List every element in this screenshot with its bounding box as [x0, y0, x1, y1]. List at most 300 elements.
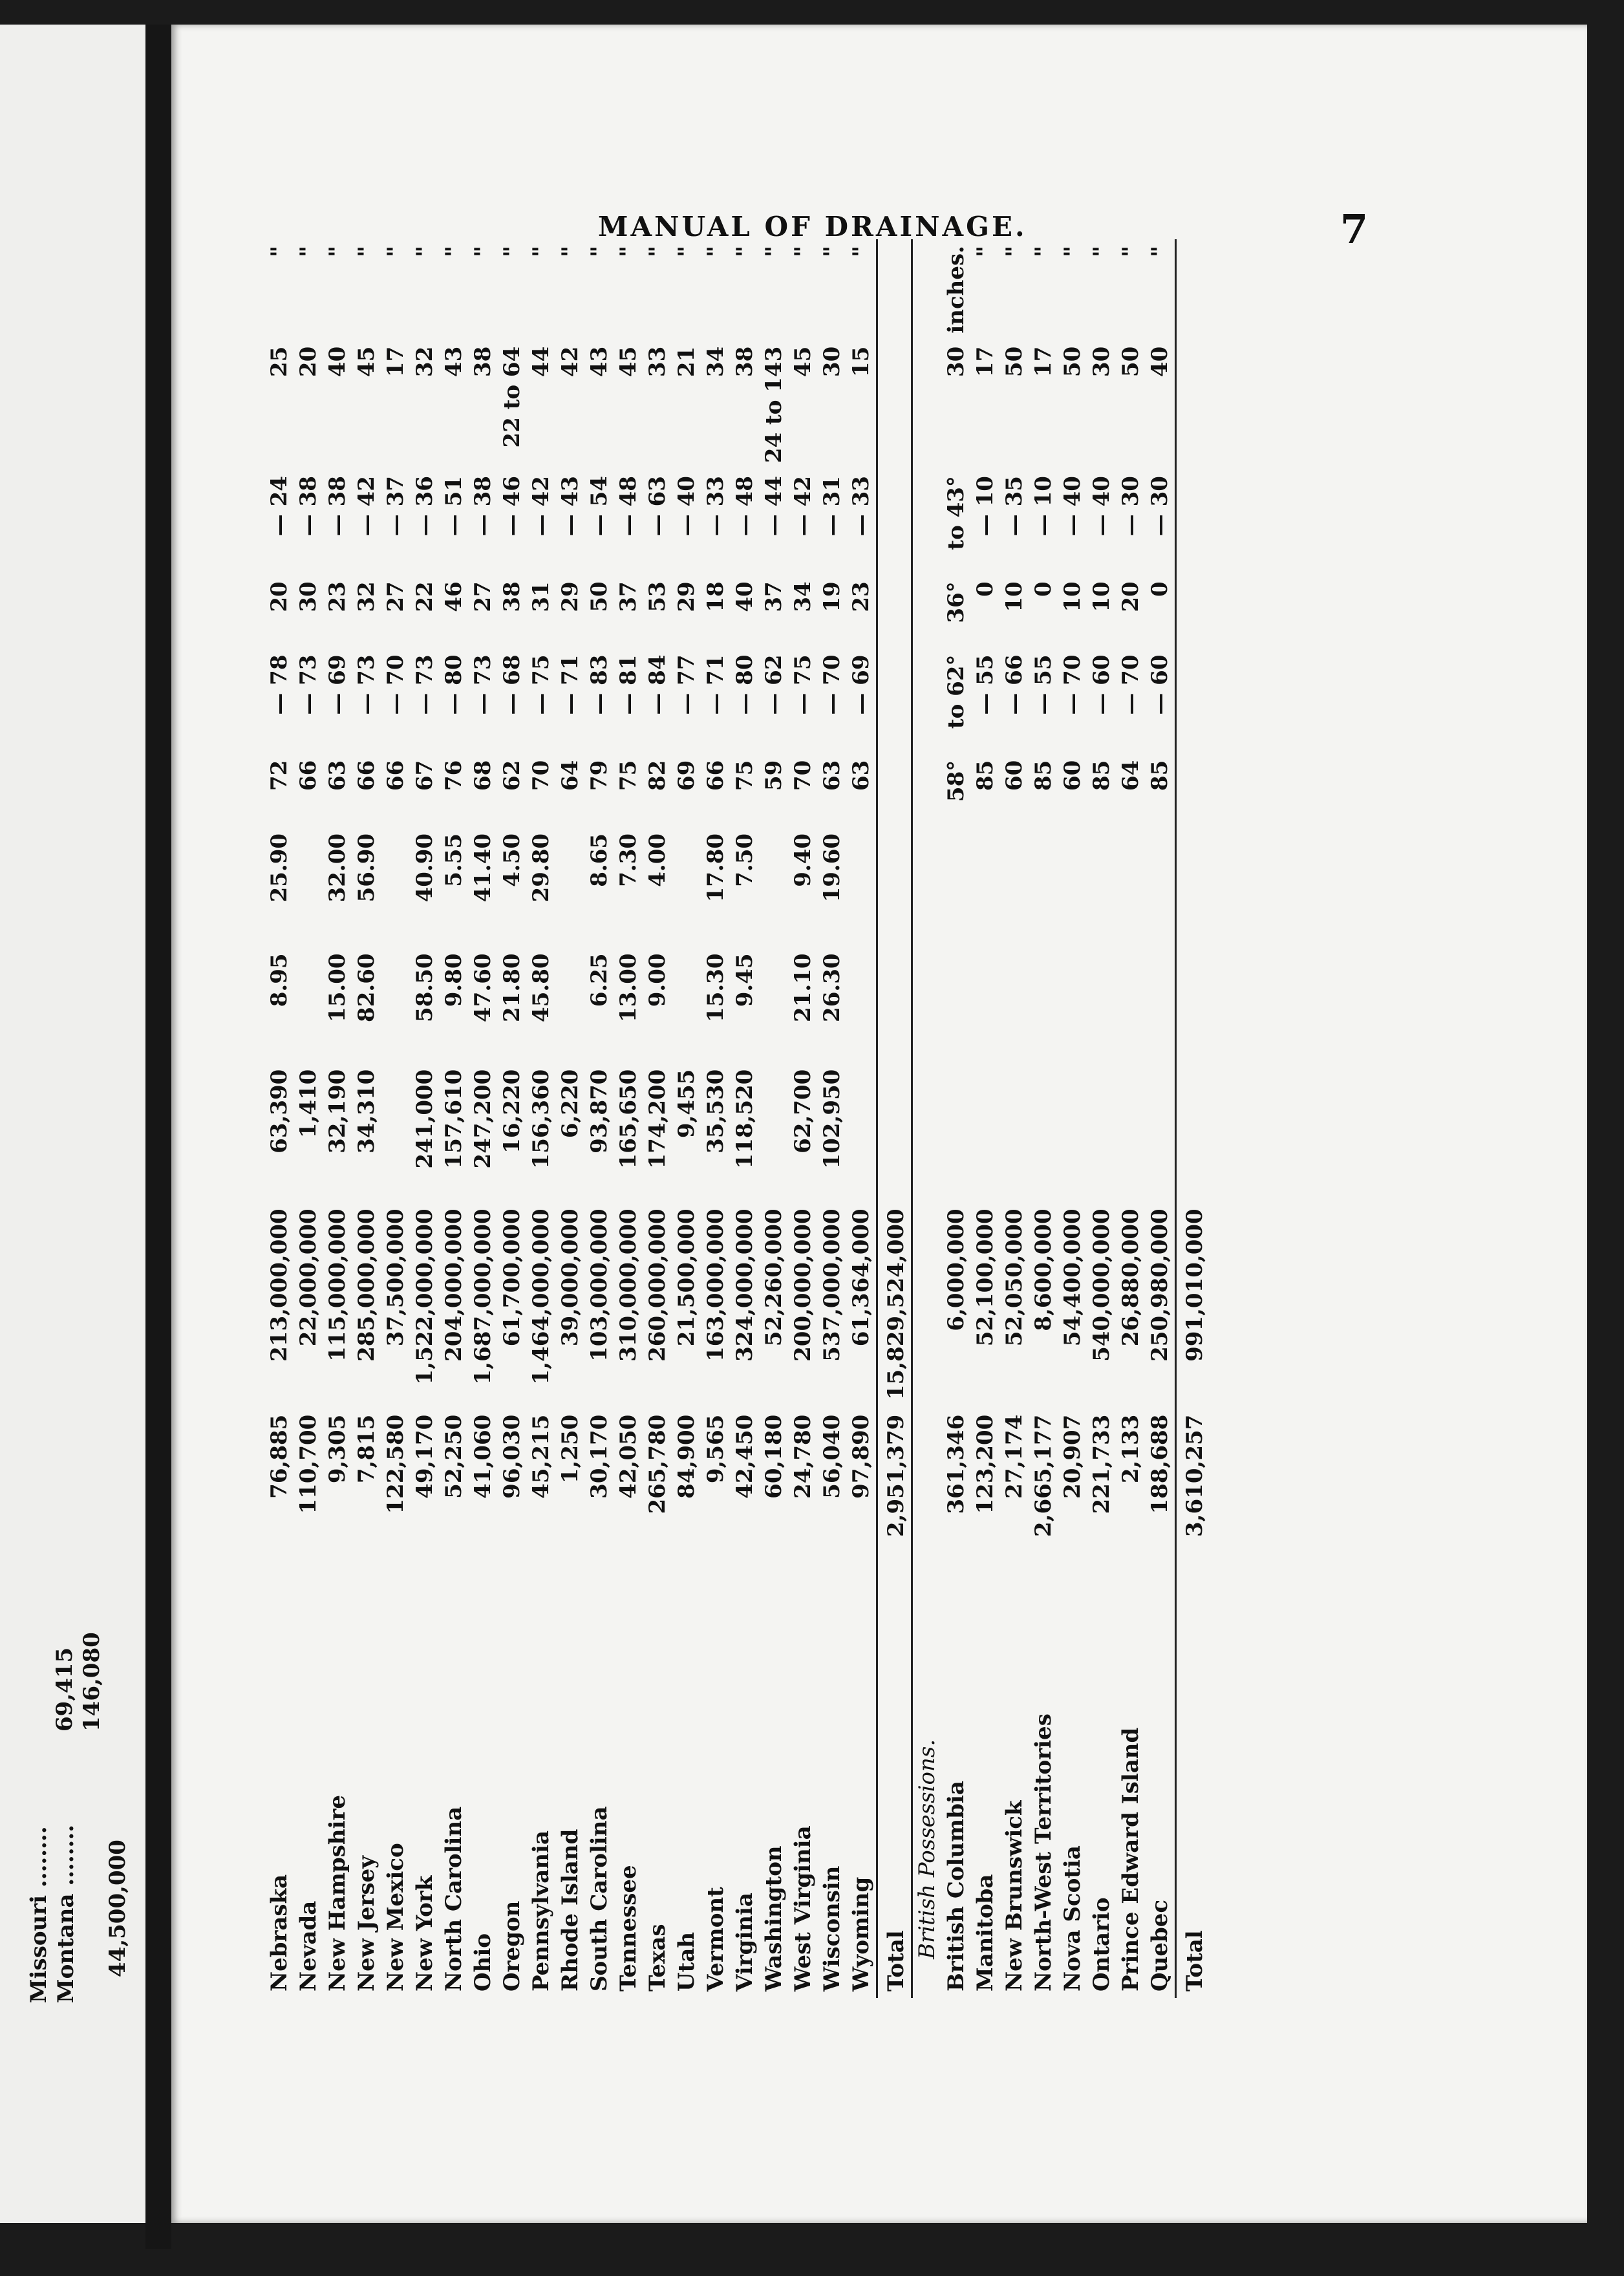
- cell-c10: 17: [383, 346, 409, 378]
- cell-c2: 1,522,000,000: [412, 1208, 438, 1385]
- cell-c2: 52,260,000: [761, 1208, 787, 1347]
- cell-c11: ": [528, 246, 554, 257]
- row-name: Virginia: [732, 1893, 758, 1992]
- row-name: Total: [877, 1573, 912, 1998]
- cell-c5: 4.50: [499, 833, 525, 887]
- table-row: [1087, 239, 1116, 1998]
- cell-c5: 32.00: [325, 833, 350, 903]
- cell-c2: 61,364,000: [848, 1208, 874, 1347]
- cell-c8: 23: [848, 581, 874, 612]
- table-row: [440, 239, 469, 1998]
- cell-c8: 29: [674, 581, 700, 612]
- row-name: Manitoba: [972, 1874, 998, 1992]
- cell-c7: [877, 649, 912, 754]
- cell-c10: 43: [441, 346, 467, 378]
- cell-c4: 21.80: [499, 953, 525, 1022]
- cell-c9: — 35: [1001, 476, 1027, 537]
- cell-c2: 260,000,000: [645, 1208, 670, 1362]
- cell-c9: — 42: [790, 476, 816, 537]
- cell-c5: 56.90: [354, 833, 379, 903]
- cell-c9: — 10: [1031, 476, 1056, 537]
- cell-c9: — 30: [1118, 476, 1144, 537]
- cell-c1: 42,050: [615, 1414, 641, 1499]
- cell-c3: [971, 1063, 1000, 1203]
- cell-c6: 68: [470, 760, 496, 791]
- cell-c9: — 33: [703, 476, 729, 537]
- cell-c9: — 48: [732, 476, 758, 537]
- cell-c4: 82.60: [354, 953, 379, 1022]
- cell-c5: [1087, 827, 1116, 947]
- table-row: [818, 239, 847, 1998]
- cell-c3: 174,200: [645, 1069, 670, 1169]
- cell-c6: 60: [1060, 760, 1085, 791]
- cell-c8: 0: [1031, 581, 1056, 597]
- table-row: [294, 239, 323, 1998]
- cell-c1: 221,733: [1089, 1414, 1115, 1514]
- table-row: [527, 239, 556, 1998]
- cell-c10: 38: [470, 346, 496, 378]
- cell-c4: 26.30: [819, 953, 845, 1022]
- cell-c4: [1116, 947, 1146, 1062]
- cell-c11: ": [703, 246, 729, 257]
- cell-c10: [1176, 340, 1210, 469]
- cell-c1: 122,580: [383, 1414, 409, 1514]
- cell-c11: ": [761, 246, 787, 257]
- rotated-table: [265, 239, 1306, 1998]
- cell-c8: 46: [441, 581, 467, 612]
- cell-c1: 3,610,257: [1176, 1408, 1210, 1573]
- row-name: Rhode Island: [557, 1829, 583, 1992]
- cell-c3: 102,950: [819, 1069, 845, 1169]
- cell-c10: 40: [1147, 346, 1173, 378]
- cell-c6: 85: [972, 760, 998, 791]
- cell-c5: 25.90: [266, 833, 292, 903]
- table-row: [701, 239, 731, 1998]
- table-row: [672, 239, 701, 1998]
- cell-c11: ": [674, 246, 700, 257]
- cell-c4: 9.45: [732, 953, 758, 1007]
- table-row: [265, 239, 294, 1998]
- cell-c8: 23: [325, 581, 350, 612]
- cell-c4: 13.00: [615, 953, 641, 1022]
- cell-c5: [971, 827, 1000, 947]
- cell-c8: 20: [266, 581, 292, 612]
- cell-c1: 24,780: [790, 1414, 816, 1499]
- table-row: [411, 239, 440, 1998]
- cell-c3: [1000, 1063, 1029, 1203]
- cell-c11: ": [732, 246, 758, 257]
- row-name: British Columbia: [943, 1781, 969, 1992]
- cell-c5: [294, 827, 323, 947]
- cell-c2: 1,464,000,000: [528, 1208, 554, 1385]
- cell-c5: 9.40: [790, 833, 816, 887]
- cell-c4: 8.95: [266, 953, 292, 1007]
- row-name: Wisconsin: [819, 1865, 845, 1992]
- cell-c8: 34: [790, 581, 816, 612]
- row-name: New Mexico: [383, 1843, 409, 1992]
- cell-c2: 8,600,000: [1031, 1208, 1056, 1331]
- cell-c7: — 66: [1001, 654, 1027, 715]
- cell-c7: — 68: [499, 654, 525, 715]
- row-name: Ontario: [1089, 1897, 1115, 1992]
- cell-c1: 45,215: [528, 1414, 554, 1499]
- cell-c1: 42,450: [732, 1414, 758, 1499]
- cell-c1: 2,951,379: [877, 1408, 912, 1573]
- cell-c4: [971, 947, 1000, 1062]
- cell-c1: 7,815: [354, 1414, 379, 1484]
- cell-c3: 156,360: [528, 1069, 554, 1169]
- cell-c2: 39,000,000: [557, 1208, 583, 1347]
- row-name: Vermont: [703, 1887, 729, 1992]
- cell-c4: [1087, 947, 1116, 1062]
- cell-c9: — 40: [1089, 476, 1115, 537]
- cell-c11: ": [819, 246, 845, 257]
- cell-c8: [877, 575, 912, 648]
- cell-c10: [877, 340, 912, 469]
- cell-c11: ": [499, 246, 525, 257]
- cell-c6: 64: [557, 760, 583, 791]
- cell-c3: [1146, 1063, 1176, 1203]
- cell-c6: 79: [586, 760, 612, 791]
- cell-c3: 16,220: [499, 1069, 525, 1154]
- table-row: [381, 239, 411, 1998]
- cell-c4: 45.80: [528, 953, 554, 1022]
- cell-c10: 21: [674, 346, 700, 378]
- cell-c6: 85: [1031, 760, 1056, 791]
- row-name: Nova Scotia: [1060, 1845, 1085, 1992]
- cell-c8: 37: [615, 581, 641, 612]
- total-row: [877, 239, 912, 1998]
- cell-c10: 40: [325, 346, 350, 378]
- cell-c8: [1176, 575, 1210, 648]
- cell-c4: 58.50: [412, 953, 438, 1022]
- cell-c8: 38: [499, 581, 525, 612]
- cell-c7: to 62°: [943, 654, 969, 729]
- cell-c10: 45: [790, 346, 816, 378]
- cell-c4: [556, 947, 585, 1062]
- cell-c8: 0: [972, 581, 998, 597]
- cell-c10: 30: [943, 346, 969, 378]
- cell-c6: 63: [848, 760, 874, 791]
- cell-c4: [1029, 947, 1058, 1062]
- cell-c3: 6,220: [557, 1069, 583, 1139]
- cell-c1: 56,040: [819, 1414, 845, 1499]
- cell-c1: 49,170: [412, 1414, 438, 1499]
- cell-c11: ": [1089, 246, 1115, 257]
- cell-c2: 213,000,000: [266, 1208, 292, 1362]
- cell-c8: 32: [354, 581, 379, 612]
- cell-c6: 60: [1001, 760, 1027, 791]
- cell-c10: 45: [354, 346, 379, 378]
- cell-c11: ": [266, 246, 292, 257]
- cell-c5: [1029, 827, 1058, 947]
- cell-c7: — 73: [354, 654, 379, 715]
- cell-c10: 33: [645, 346, 670, 378]
- cell-c3: 118,520: [732, 1069, 758, 1169]
- cell-c9: to 43°: [943, 476, 969, 550]
- cell-c10: 38: [732, 346, 758, 378]
- row-name: New York: [412, 1875, 438, 1992]
- table-row: [789, 239, 818, 1998]
- cell-c2: 163,000,000: [703, 1208, 729, 1362]
- cell-c5: 4.00: [645, 833, 670, 887]
- cell-c3: 62,700: [790, 1069, 816, 1154]
- cell-c6: 69: [674, 760, 700, 791]
- cell-c2: 61,700,000: [499, 1208, 525, 1347]
- cell-c5: 41.40: [470, 833, 496, 903]
- cell-c1: 30,170: [586, 1414, 612, 1499]
- cell-c10: 43: [586, 346, 612, 378]
- cell-c2: 22,000,000: [295, 1208, 321, 1347]
- cell-c6: 58°: [943, 760, 969, 802]
- cell-c8: 40: [732, 581, 758, 612]
- cell-c11: ": [295, 246, 321, 257]
- cell-c6: [1176, 754, 1210, 827]
- table-row: [971, 239, 1000, 1998]
- table-row: [731, 239, 760, 1998]
- cell-c2: 324,000,000: [732, 1208, 758, 1362]
- cell-c6: 62: [499, 760, 525, 791]
- cell-c9: — 48: [615, 476, 641, 537]
- table-row: [352, 239, 381, 1998]
- cell-c3: [1116, 1063, 1146, 1203]
- cell-c4: 15.30: [703, 953, 729, 1022]
- table-row: [847, 239, 877, 1998]
- row-name: West Virginia: [790, 1825, 816, 1992]
- cell-c10: 20: [295, 346, 321, 378]
- cell-c7: — 73: [470, 654, 496, 715]
- cell-c5: [847, 827, 877, 947]
- cell-c7: — 83: [586, 654, 612, 715]
- cell-c9: — 46: [499, 476, 525, 537]
- cell-c11: ": [1118, 246, 1144, 257]
- cell-c1: 110,700: [295, 1414, 321, 1514]
- left-page-fragment: [0, 25, 145, 2223]
- table-row: [942, 239, 971, 1998]
- row-name: Quebec: [1147, 1899, 1173, 1992]
- cell-c1: 20,907: [1060, 1414, 1085, 1499]
- cell-c11: ": [1031, 246, 1056, 257]
- cell-c2: 250,980,000: [1147, 1208, 1173, 1362]
- cell-c10: 32: [412, 346, 438, 378]
- cell-c4: 47.60: [470, 953, 496, 1022]
- cell-c6: 72: [266, 760, 292, 791]
- cell-c4: 21.10: [790, 953, 816, 1022]
- cell-c9: — 33: [848, 476, 874, 537]
- cell-c5: [942, 827, 971, 947]
- table-row: [643, 239, 672, 1998]
- cell-c3: 35,530: [703, 1069, 729, 1154]
- row-name: Prince Edward Island: [1118, 1727, 1144, 1992]
- cell-c10: 50: [1118, 346, 1144, 378]
- cell-c6: 75: [615, 760, 641, 791]
- cell-c5: 5.55: [441, 833, 467, 887]
- cell-c7: — 71: [557, 654, 583, 715]
- cell-c6: 66: [703, 760, 729, 791]
- cell-c2: 52,050,000: [1001, 1208, 1027, 1347]
- cell-c5: [672, 827, 701, 947]
- cell-c5: [1116, 827, 1146, 947]
- cell-c1: 60,180: [761, 1414, 787, 1499]
- cell-c8: 30: [295, 581, 321, 612]
- table-row: [1146, 239, 1176, 1998]
- cell-c3: 34,310: [354, 1069, 379, 1154]
- cell-c10: 50: [1001, 346, 1027, 378]
- left-row-montana: Montana ........ 146,080 44,500,000: [53, 1632, 131, 2003]
- row-name: Tennessee: [615, 1865, 641, 1992]
- cell-c9: — 31: [819, 476, 845, 537]
- cell-c9: — 30: [1147, 476, 1173, 537]
- cell-c7: — 70: [1060, 654, 1085, 715]
- cell-c1: 9,565: [703, 1414, 729, 1484]
- cell-c9: — 42: [354, 476, 379, 537]
- cell-c2: 103,000,000: [586, 1208, 612, 1362]
- cell-c11: ": [383, 246, 409, 257]
- cell-c7: — 80: [441, 654, 467, 715]
- cell-c1: 188,688: [1147, 1414, 1173, 1514]
- cell-c11: ": [790, 246, 816, 257]
- row-name: Pennsylvania: [528, 1830, 554, 1992]
- cell-c7: — 80: [732, 654, 758, 715]
- cell-c1: 96,030: [499, 1414, 525, 1499]
- table-row: [1116, 239, 1146, 1998]
- cell-c11: ": [1001, 246, 1027, 257]
- cell-c11: inches.: [943, 246, 969, 334]
- cell-c3: [760, 1063, 789, 1203]
- table-row: [323, 239, 352, 1998]
- cell-c8: 27: [383, 581, 409, 612]
- cell-c8: 10: [1089, 581, 1115, 612]
- cell-c8: 27: [470, 581, 496, 612]
- cell-c2: 200,000,000: [790, 1208, 816, 1362]
- cell-c3: 32,190: [325, 1069, 350, 1154]
- cell-c8: 18: [703, 581, 729, 612]
- cell-c10: 24 to 143: [761, 346, 787, 464]
- cell-c10: 15: [848, 346, 874, 378]
- cell-c4: [672, 947, 701, 1062]
- cell-c8: 20: [1118, 581, 1144, 612]
- row-name: Nevada: [295, 1900, 321, 1992]
- cell-c9: — 36: [412, 476, 438, 537]
- cell-c3: 63,390: [266, 1069, 292, 1154]
- cell-c11: ": [586, 246, 612, 257]
- cell-c2: 537,000,000: [819, 1208, 845, 1362]
- cell-c2: 1,687,000,000: [470, 1208, 496, 1385]
- cell-c8: 10: [1001, 581, 1027, 612]
- cell-c1: 1,250: [557, 1414, 583, 1484]
- cell-c3: [1058, 1063, 1087, 1203]
- cell-c10: 30: [819, 346, 845, 378]
- cell-c7: — 77: [674, 654, 700, 715]
- cell-c4: [760, 947, 789, 1062]
- cell-c9: — 43: [557, 476, 583, 537]
- row-name: Washington: [761, 1845, 787, 1992]
- cell-c9: — 51: [441, 476, 467, 537]
- table-row: [614, 239, 643, 1998]
- cell-c6: 59: [761, 760, 787, 791]
- cell-c11: ": [1060, 246, 1085, 257]
- cell-c11: ": [354, 246, 379, 257]
- table-row: [1000, 239, 1029, 1998]
- cell-c5: [760, 827, 789, 947]
- cell-c6: 63: [325, 760, 350, 791]
- cell-c10: 44: [528, 346, 554, 378]
- cell-c6: 76: [441, 760, 467, 791]
- cell-c2: 26,880,000: [1118, 1208, 1144, 1347]
- cell-c9: — 63: [645, 476, 670, 537]
- drainage-table: [265, 239, 1210, 1998]
- cell-c4: [877, 947, 912, 1062]
- row-name: Wyoming: [848, 1876, 874, 1992]
- running-header: MANUAL OF DRAINAGE.: [598, 211, 1027, 242]
- row-name: Ohio: [470, 1933, 496, 1992]
- cell-c9: — 24: [266, 476, 292, 537]
- cell-c3: 1,410: [295, 1069, 321, 1139]
- cell-c4: [294, 947, 323, 1062]
- row-name: North Carolina: [441, 1806, 467, 1992]
- cell-c9: — 42: [528, 476, 554, 537]
- cell-c3: [847, 1063, 877, 1203]
- cell-c8: 22: [412, 581, 438, 612]
- cell-c10: 50: [1060, 346, 1085, 378]
- cell-c10: 25: [266, 346, 292, 378]
- cell-c4: [942, 947, 971, 1062]
- cell-c7: — 62: [761, 654, 787, 715]
- cell-c9: — 37: [383, 476, 409, 537]
- cell-c4: 9.00: [645, 953, 670, 1007]
- cell-c7: — 78: [266, 654, 292, 715]
- cell-c3: [381, 1063, 411, 1203]
- cell-c9: [877, 469, 912, 575]
- cell-c9: — 40: [1060, 476, 1085, 537]
- cell-c7: — 71: [703, 654, 729, 715]
- cell-c7: — 69: [325, 654, 350, 715]
- cell-c1: 27,174: [1001, 1414, 1027, 1499]
- cell-c7: — 84: [645, 654, 670, 715]
- cell-c10: 42: [557, 346, 583, 378]
- cell-c2: 540,000,000: [1089, 1208, 1115, 1362]
- cell-c2: 15,829,524,000: [877, 1202, 912, 1408]
- cell-c9: — 54: [586, 476, 612, 537]
- cell-c9: [1176, 469, 1210, 575]
- cell-c7: — 60: [1089, 654, 1115, 715]
- section-heading: British Possessions.: [912, 239, 943, 1998]
- cell-c6: 64: [1118, 760, 1144, 791]
- cell-c3: [942, 1063, 971, 1203]
- cell-c4: [381, 947, 411, 1062]
- cell-c8: 50: [586, 581, 612, 612]
- left-row-missouri: Missouri ........ 69,415: [26, 1647, 78, 2003]
- cell-c7: — 60: [1147, 654, 1173, 715]
- cell-c5: 7.30: [615, 833, 641, 887]
- cell-c4: 9.80: [441, 953, 467, 1007]
- cell-c7: — 70: [819, 654, 845, 715]
- cell-c1: 361,346: [943, 1414, 969, 1514]
- row-name: Texas: [645, 1924, 670, 1992]
- cell-c11: ": [615, 246, 641, 257]
- cell-c6: 66: [354, 760, 379, 791]
- row-name: New Jersey: [354, 1856, 379, 1992]
- cell-c10: 17: [1031, 346, 1056, 378]
- cell-c8: 10: [1060, 581, 1085, 612]
- cell-c7: — 75: [790, 654, 816, 715]
- cell-c5: [381, 827, 411, 947]
- cell-c11: [1176, 239, 1210, 340]
- cell-c7: [1176, 649, 1210, 754]
- table-row: [585, 239, 614, 1998]
- row-name: Nebraska: [266, 1874, 292, 1992]
- cell-c2: 285,000,000: [354, 1208, 379, 1362]
